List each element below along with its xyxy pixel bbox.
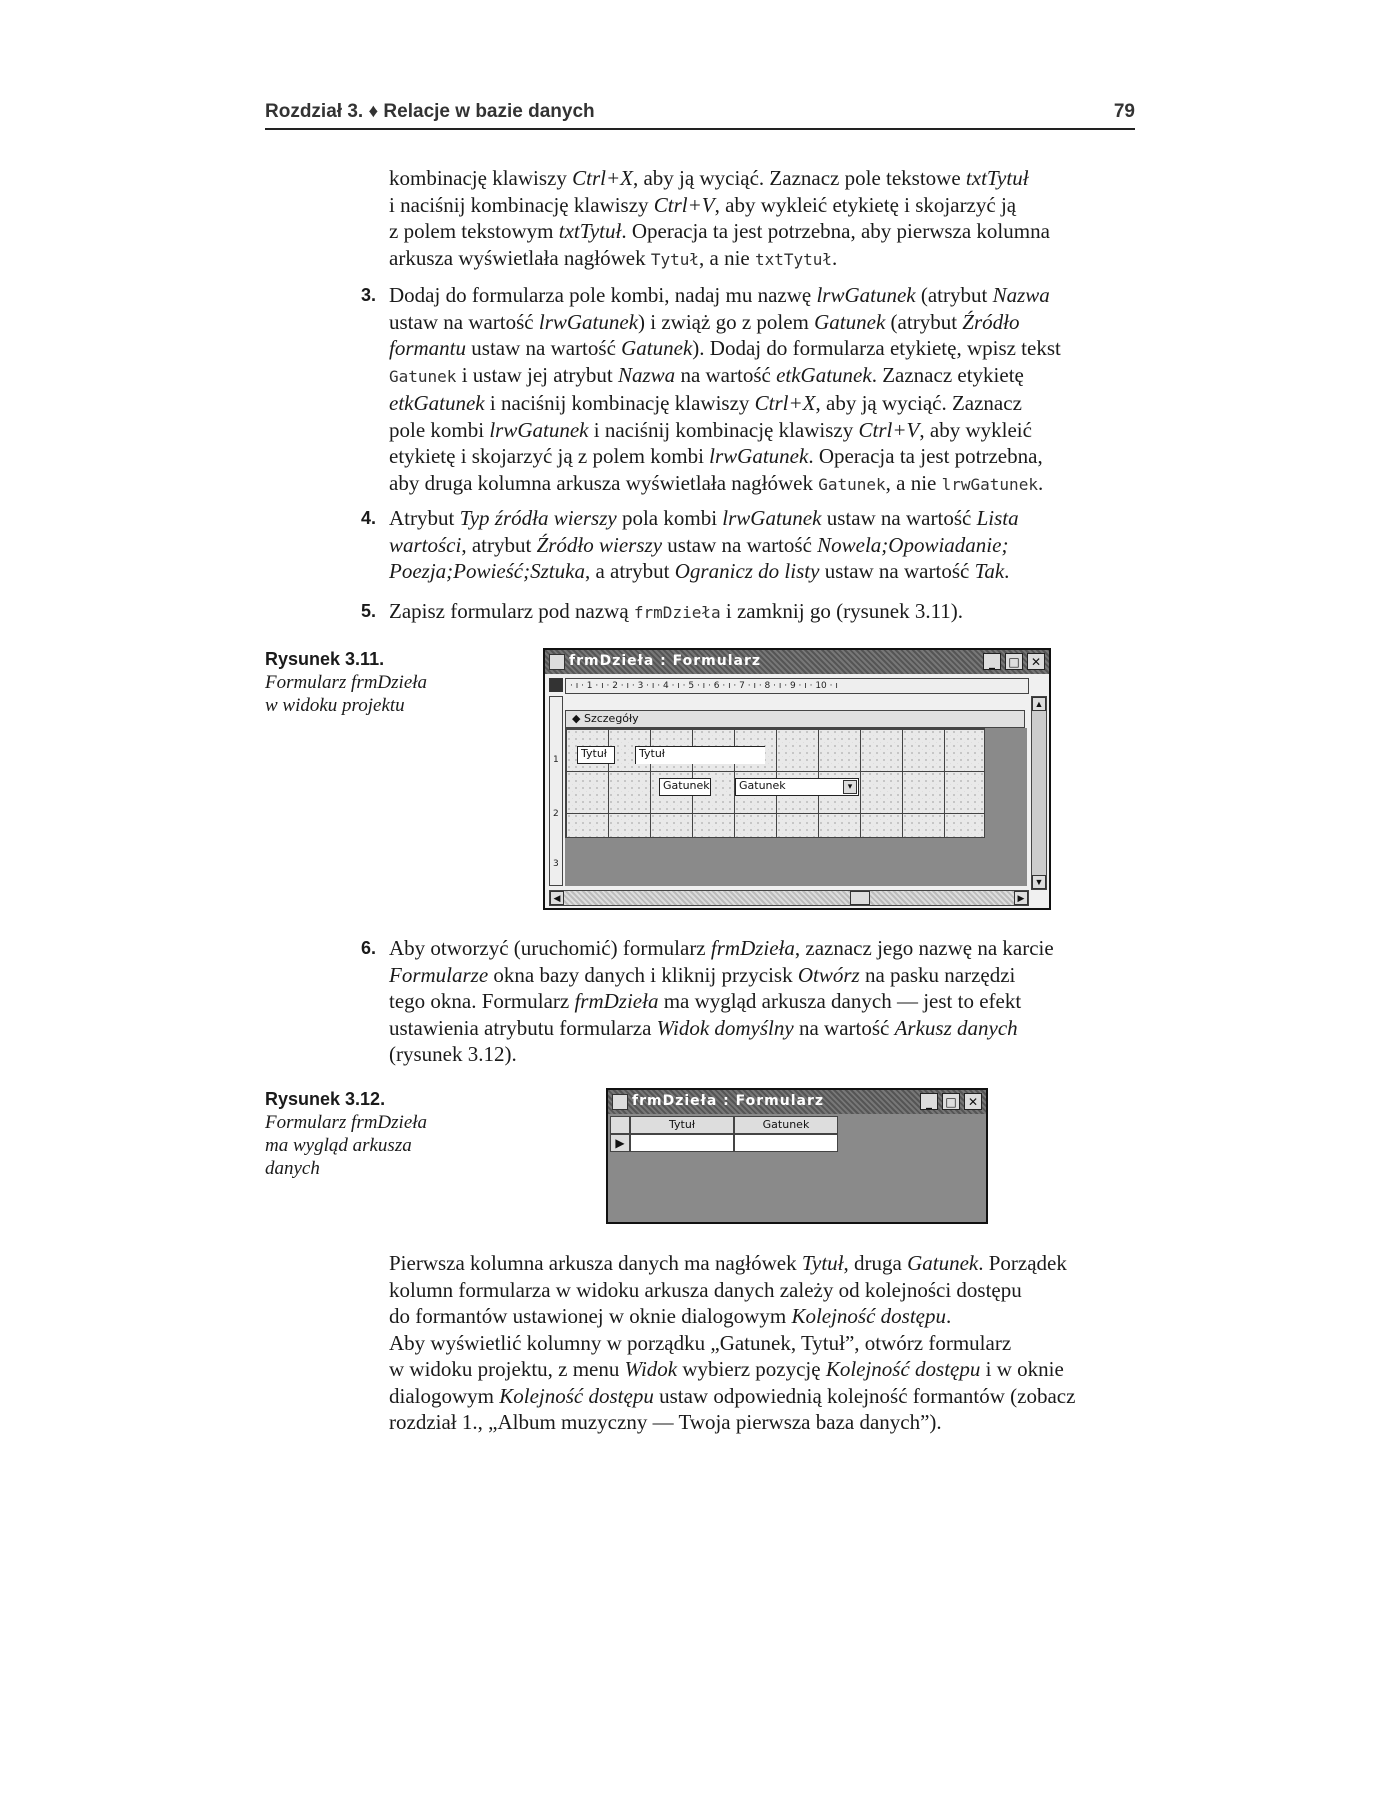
vertical-ruler: 1 2 3	[549, 696, 563, 886]
code-term: Tytuł	[650, 249, 699, 269]
text-run: ustaw na wartość	[389, 309, 539, 334]
text-run: ustaw na wartość	[819, 559, 975, 583]
step-number: 6.	[361, 938, 377, 958]
text-run: Atrybut	[389, 506, 460, 530]
form-selector[interactable]	[549, 678, 563, 692]
close-icon[interactable]: ✕	[964, 1093, 982, 1110]
scroll-up-icon[interactable]: ▲	[1032, 697, 1046, 711]
text-run: . Porządek	[978, 1251, 1067, 1275]
intro-paragraph	[389, 165, 1129, 273]
text-run: , druga	[843, 1251, 908, 1275]
italic-term: Ctrl+V	[653, 192, 715, 217]
text-run: , aby wykleić etykietę i skojarzyć ją	[714, 192, 1017, 217]
text-run: (atrybut	[915, 283, 993, 307]
detail-section-bar[interactable]	[565, 710, 1025, 728]
text-run: ustawienia atrybutu formularza	[389, 1015, 657, 1040]
italic-term: Poezja;Powieść;Sztuka	[389, 559, 585, 583]
section-marker-icon: ◆	[572, 712, 584, 725]
text-line	[389, 335, 1129, 362]
italic-term: Nazwa	[618, 362, 676, 387]
italic-term: Widok	[624, 1357, 678, 1381]
cell-gatunek[interactable]	[734, 1134, 838, 1152]
caption-line: Formularz frmDzieła	[265, 1112, 428, 1133]
italic-term: Lista	[976, 506, 1019, 530]
dropdown-arrow-icon[interactable]: ▾	[843, 780, 857, 794]
scroll-left-icon[interactable]: ◀	[550, 891, 564, 905]
text-run: aby druga kolumna arkusza wyświetlała nagłówek	[389, 470, 819, 495]
italic-term: frmDzieła	[710, 936, 795, 960]
text-run: pola kombi	[616, 506, 723, 530]
window-titlebar[interactable]	[545, 650, 1049, 674]
cell-tytul[interactable]	[630, 1134, 734, 1152]
italic-term: Widok domyślny	[656, 1015, 794, 1040]
text-line	[389, 470, 1129, 499]
step-3	[361, 282, 1129, 498]
text-line	[389, 417, 1129, 444]
chapter-title: Rozdział 3. ♦ Relacje w bazie danych	[265, 101, 595, 122]
datasheet-window	[606, 1088, 988, 1224]
text-line	[389, 282, 1129, 309]
italic-term: lrwGatunek	[722, 506, 822, 530]
empty-area	[565, 838, 1027, 886]
italic-term: Kolejność dostępu	[791, 1304, 947, 1328]
scroll-thumb[interactable]	[850, 891, 870, 905]
figure-number: Rysunek 3.12.	[265, 1089, 386, 1109]
text-line	[389, 505, 1129, 532]
minimize-icon[interactable]: _	[983, 653, 1001, 670]
text-run: na wartość	[675, 362, 777, 387]
text-line	[389, 192, 1129, 219]
text-run: ) i zwiąż go z polem	[638, 309, 815, 334]
column-header-tytul[interactable]: Tytuł	[630, 1116, 734, 1134]
italic-term: Arkusz danych	[894, 1015, 1018, 1040]
horizontal-ruler: · ı · 1 · ı · 2 · ı · 3 · ı · 4 · ı · 5 · ı · 6 · ı · 7 · ı · 8 · ı · 9 · ı · 10 · ı	[565, 678, 1029, 694]
window-title: frmDzieła : Formularz	[569, 653, 762, 669]
caption-line: Formularz frmDzieła	[265, 672, 428, 693]
combobox-gatunek[interactable]	[735, 778, 859, 796]
label-gatunek[interactable]: Gatunek	[659, 778, 711, 796]
caption-line: ma wygląd arkusza	[265, 1135, 412, 1156]
italic-term: Kolejność dostępu	[499, 1383, 654, 1408]
italic-term: Tak	[974, 559, 1005, 583]
step-number: 4.	[361, 508, 377, 528]
italic-term: lrwGatunek	[489, 417, 589, 442]
italic-term: Otwórz	[797, 962, 860, 987]
step-4	[361, 505, 1129, 585]
text-run: z polem tekstowym	[389, 219, 559, 243]
scroll-down-icon[interactable]: ▼	[1032, 875, 1046, 889]
text-run: , a nie	[699, 245, 755, 270]
text-run: . Operacja ta jest potrzebna, aby pierwsza kolumna	[621, 219, 1050, 243]
window-title: frmDzieła : Formularz	[632, 1093, 825, 1109]
text-line	[389, 1303, 1149, 1330]
text-run: i naciśnij kombinację klawiszy	[588, 417, 859, 442]
text-line	[389, 443, 1129, 470]
text-line	[389, 1015, 1129, 1042]
text-run: ustaw na wartość	[662, 532, 818, 557]
text-run: (rysunek 3.12).	[389, 1042, 517, 1066]
text-run: arkusza wyświetlała nagłówek	[389, 245, 651, 270]
text-run: . Zaznacz etykietę	[871, 362, 1024, 387]
italic-term: wartości	[389, 532, 462, 557]
text-run: .	[946, 1304, 952, 1328]
text-line	[389, 1356, 1149, 1383]
text-run: Aby wyświetlić kolumny w porządku „Gatunek, Tytuł”, otwórz formularz	[389, 1330, 1012, 1355]
text-run: .	[832, 245, 838, 270]
horizontal-scrollbar[interactable]	[549, 890, 1029, 906]
text-line	[389, 165, 1129, 192]
empty-area-right	[985, 728, 1027, 838]
italic-term: Nowela;Opowiadanie;	[817, 532, 1009, 557]
step-6	[361, 935, 1129, 1068]
italic-term: Gatunek	[621, 336, 693, 360]
column-header-gatunek[interactable]: Gatunek	[734, 1116, 838, 1134]
text-run: i naciśnij kombinację klawiszy	[389, 192, 654, 217]
text-run: i zamknij go (rysunek 3.11).	[720, 599, 964, 623]
textbox-tytul[interactable]: Tytuł	[635, 746, 765, 764]
maximize-icon[interactable]: □	[942, 1093, 960, 1110]
scroll-right-icon[interactable]: ▶	[1014, 891, 1028, 905]
text-run: Dodaj do formularza pole kombi, nadaj mu nazwę	[389, 283, 817, 307]
code-term: Gatunek	[389, 366, 457, 386]
figure-3-11-caption	[265, 648, 427, 717]
text-run: .	[1004, 559, 1010, 583]
form-icon	[612, 1094, 628, 1110]
text-run: do formantów ustawionej w oknie dialogowym	[389, 1304, 792, 1328]
text-run: , a atrybut	[584, 559, 675, 583]
form-design-window	[543, 648, 1051, 910]
text-run: rozdział 1., „Album muzyczny — Twoja pierwsza baza danych”).	[389, 1410, 942, 1434]
text-run: kolumn formularza w widoku arkusza danych zależy od kolejności dostępu	[389, 1277, 1022, 1302]
text-run: dialogowym	[389, 1383, 500, 1408]
text-line	[389, 988, 1129, 1015]
figure-number: Rysunek 3.11.	[265, 649, 385, 669]
text-run: pole kombi	[389, 417, 490, 442]
italic-term: Typ źródła wierszy	[459, 506, 617, 530]
text-line	[389, 218, 1129, 245]
text-line	[389, 1041, 1129, 1068]
italic-term: Źródło	[962, 309, 1020, 334]
text-run: ustaw na wartość	[821, 506, 977, 530]
text-line	[389, 1383, 1149, 1410]
text-line	[389, 1277, 1149, 1304]
text-line	[389, 962, 1129, 989]
text-run: okna bazy danych i kliknij przycisk	[488, 962, 798, 987]
maximize-icon[interactable]: □	[1005, 653, 1023, 670]
text-run: i ustaw jej atrybut	[456, 362, 618, 387]
step-5-text	[389, 598, 1129, 627]
step-4-text	[389, 505, 1129, 585]
italic-term: Ctrl+X	[754, 391, 816, 415]
closing-paragraph	[389, 1250, 1149, 1436]
text-run: ustaw odpowiednią kolejność formantów (zobacz	[653, 1383, 1076, 1408]
italic-term: Ctrl+V	[858, 417, 920, 442]
text-line	[389, 558, 1129, 585]
text-run: ). Dodaj do formularza etykietę, wpisz tekst	[692, 336, 1061, 360]
text-run: ustaw na wartość	[466, 336, 622, 360]
italic-term: etkGatunek	[776, 362, 872, 387]
text-run: , zaznacz jego nazwę na karcie	[794, 936, 1054, 960]
text-run: .	[1037, 470, 1044, 495]
figure-3-12-caption	[265, 1088, 427, 1180]
italic-term: Tytuł	[801, 1251, 844, 1275]
step-3-text	[389, 282, 1129, 498]
code-term: Gatunek	[818, 474, 886, 494]
text-run: , atrybut	[461, 532, 537, 557]
text-run: w widoku projektu, z menu	[389, 1357, 625, 1381]
text-run: Pierwsza kolumna arkusza danych ma nagłówek	[389, 1251, 802, 1275]
text-line	[389, 390, 1129, 417]
step-6-text	[389, 935, 1129, 1068]
italic-term: Gatunek	[907, 1251, 979, 1275]
form-icon	[549, 654, 565, 670]
label-tytul[interactable]: Tytuł	[577, 746, 615, 764]
text-line	[389, 1330, 1149, 1357]
combobox-value: Gatunek	[739, 779, 786, 792]
caption-line: danych	[265, 1158, 320, 1179]
text-run: ma wygląd arkusza danych — jest to efekt	[658, 989, 1022, 1013]
italic-term: lrwGatunek	[709, 444, 809, 468]
text-run: , aby wykleić	[919, 417, 1032, 442]
select-all-corner[interactable]	[610, 1116, 630, 1134]
text-line	[389, 935, 1129, 962]
minimize-icon[interactable]: _	[920, 1093, 938, 1110]
text-line	[389, 532, 1129, 559]
close-icon[interactable]: ✕	[1027, 653, 1045, 670]
text-line	[389, 1409, 1149, 1436]
text-run: kombinację klawiszy	[389, 166, 573, 190]
text-run: i w oknie	[980, 1357, 1064, 1381]
code-term: frmDzieła	[633, 603, 721, 622]
italic-term: Formularze	[389, 962, 489, 987]
text-run: na pasku narzędzi	[859, 962, 1016, 987]
text-run: i naciśnij kombinację klawiszy	[484, 391, 755, 415]
vertical-scrollbar[interactable]	[1031, 696, 1047, 890]
running-header	[265, 98, 1135, 130]
text-line	[389, 362, 1129, 391]
code-term: txtTytuł	[754, 249, 833, 269]
page-number: 79	[1113, 101, 1135, 122]
step-5	[361, 598, 1129, 627]
italic-term: Ctrl+X	[572, 166, 633, 190]
text-line	[389, 245, 1129, 274]
section-label: Szczegóły	[583, 712, 639, 725]
italic-term: Źródło wierszy	[536, 532, 663, 557]
text-run: wybierz pozycję	[677, 1357, 826, 1381]
text-run: etykietę i skojarzyć ją z polem kombi	[389, 444, 710, 468]
italic-term: etkGatunek	[389, 391, 485, 415]
step-number: 5.	[361, 601, 377, 621]
text-run: . Operacja ta jest potrzebna,	[808, 444, 1043, 468]
italic-term: frmDzieła	[574, 989, 659, 1013]
code-term: lrwGatunek	[941, 474, 1038, 494]
record-selector-arrow-icon[interactable]: ▶	[610, 1134, 630, 1152]
italic-term: lrwGatunek	[816, 283, 916, 307]
text-run: Zapisz formularz pod nazwą	[389, 599, 634, 623]
caption-line: w widoku projektu	[265, 695, 405, 716]
text-run: (atrybut	[885, 309, 963, 334]
italic-term: txtTytuł	[558, 219, 622, 243]
text-run: tego okna. Formularz	[389, 989, 575, 1013]
text-run: , aby ją wyciąć. Zaznacz pole tekstowe	[632, 166, 966, 190]
step-number: 3.	[361, 285, 377, 305]
text-run: , a nie	[885, 470, 942, 495]
text-run: Aby otworzyć (uruchomić) formularz	[389, 936, 711, 960]
italic-term: Gatunek	[814, 309, 886, 334]
italic-term: Nazwa	[992, 283, 1050, 307]
italic-term: formantu	[389, 336, 467, 360]
text-line	[389, 1250, 1149, 1277]
italic-term: Ogranicz do listy	[674, 559, 820, 583]
text-run: , aby ją wyciąć. Zaznacz	[815, 391, 1022, 415]
window-titlebar[interactable]	[608, 1090, 986, 1114]
text-line	[389, 598, 1129, 627]
italic-term: Kolejność dostępu	[825, 1357, 981, 1381]
italic-term: lrwGatunek	[538, 309, 639, 334]
text-line	[389, 309, 1129, 336]
italic-term: txtTytuł	[965, 166, 1029, 190]
text-run: na wartość	[793, 1015, 895, 1040]
